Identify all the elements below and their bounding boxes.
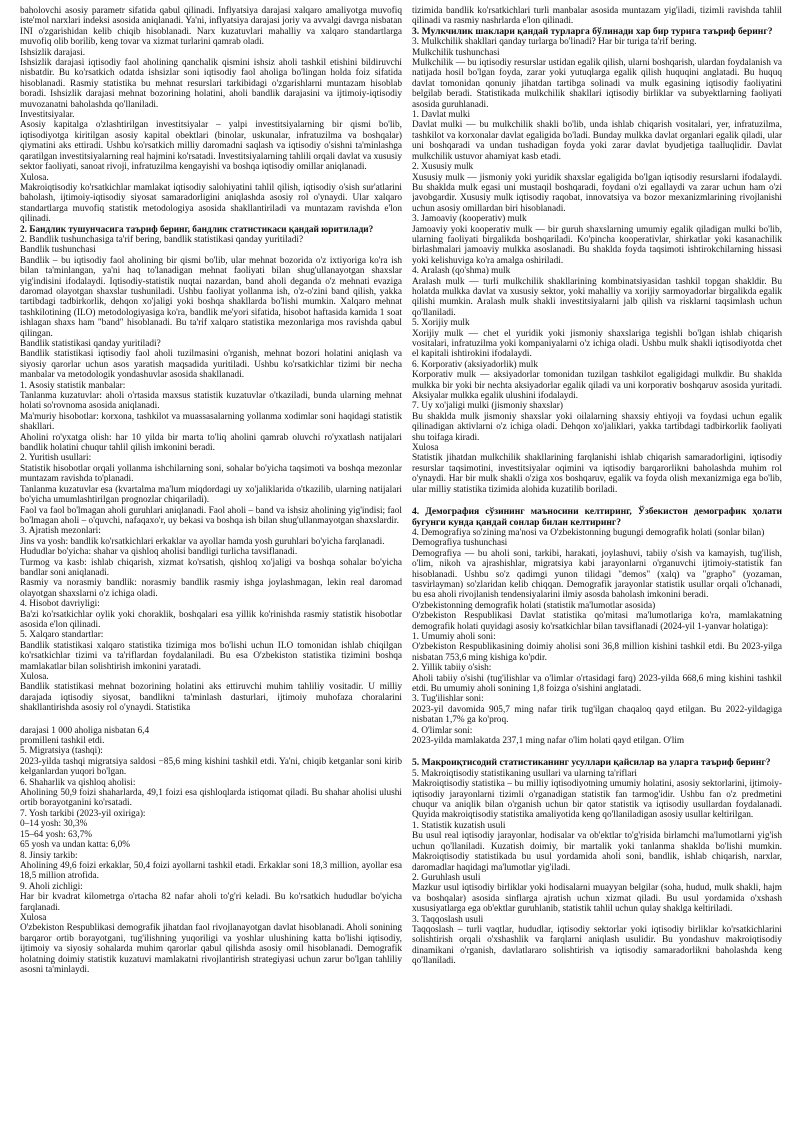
paragraph: Mulkchilik — bu iqtisodiy resurslar ustidan egalik qilish, ularni boshqarish, ulardan foydalanish va natijada hosil bo'lgan foyda, zarar yoki yutuqlarga egalik qilish huquqini anglatadi. Bu huquq davlat tomonidan qonuniy jihatdan tartibga solinadi va mulk egasining iqtisodiy faoliyatini belgilab beradi. Statistikada mulkchilik shakllari iqtisodiy birliklar va subyektlarning faoliyati asosida guruhlanadi. xyxy=(412,58,782,110)
paragraph: Hududlar bo'yicha: shahar va qishloq aholisi bandligi turlicha tavsiflanadi. xyxy=(20,547,298,558)
paragraph: Korporativ mulk — aksiyadorlar tomonidan tuzilgan tashkilot egaligidagi mulkdir. Bu shaklda mulkka bir yoki bir nechta aksiyadorlar egalik qiladi va uni korporativ boshqaruv asosida yuritadi. Aksiyalar mulkka egalik ulushini ifodalaydi. xyxy=(412,370,782,402)
paragraph: Ishsizlik darajasi. xyxy=(20,47,86,58)
paragraph: 4. Demografiya so'zining ma'nosi va O'zbekistonning bugungi demografik holati (sonlar bilan) xyxy=(412,527,765,538)
paragraph: Statistik jihatdan mulkchilik shakllarining farqlanishi ishlab chiqarish samaradorligini, iqtisodiy resurslar taqsimotini, investitsiyalar oqimini va iqtisodiy barqarorlikni baholashda muhim rol o'ynaydi. Har bir mulk shakli o'ziga xos boshqaruv, egalik va foyda olish mexanizmiga ega bo'lib, ular milliy statistika tizimida alohida kuzatilib boriladi. xyxy=(412,453,782,495)
paragraph: 3. Mulkchilik shakllari qanday turlarga bo'linadi? Har bir turiga ta'rif bering. xyxy=(412,37,697,48)
paragraph: 1. Davlat mulki xyxy=(412,110,471,121)
paragraph: Demografiya — bu aholi soni, tarkibi, harakati, joylashuvi, tabiiy o'sish va kamayish, tug'ilish, o'lim, nikoh va ajrashishlar, migratsiya kabi jarayonlarni o'rganuvchi ijtimoiy-statistik fan hisoblanadi. Ushbu so'z qadimgi yunon tilidagi "demos" (xalq) va "grapho" (yozaman, tasvirlayman) so'zlaridan kelib chiqqan. Demografik jarayonlar statistik usullar orqali o'lchanadi, bu esa aholi rivojlanish tendensiyalarini ilmiy asosda baholash imkonini beradi. xyxy=(412,548,782,601)
section-heading-3: 3. Мулкчилик шаклари қандай турларга бўлинади хар бир турига таъриф беринг? xyxy=(412,25,773,37)
paragraph: Bandlik statistikasi qanday yuritiladi? xyxy=(20,339,161,349)
paragraph: Turmog va kasb: ishlab chiqarish, xizmat ko'rsatish, qishloq xo'jaligi va boshqa sohalar bo'yicha bandlar soni aniqlanadi. xyxy=(20,557,402,578)
demography-section xyxy=(412,528,782,747)
paragraph: 0–14 yosh: 30,3% xyxy=(20,819,88,830)
paragraph: Aholi tabiiy o'sishi (tug'ilishlar va o'limlar o'rtasidagi farq) 2023-yilda 668,6 ming kishini tashkil etdi. Bu umumiy aholi sonining 1,8 foizga o'sishini anglatadi. xyxy=(412,673,782,694)
section-heading-2: 2. Бандлик тушунчасига таъриф беринг, бандлик статистикаси қандай юритилади? xyxy=(20,224,374,235)
paragraph: Mulkchilik tushunchasi xyxy=(412,47,500,58)
paragraph: 2023-yil davomida 905,7 ming nafar tirik tug'ilgan chaqaloq qayd etilgan. Bu 2022-yildagiga nisbatan 1,7% ga ko'proq. xyxy=(412,704,782,726)
paragraph: 2. Yillik tabiiy o'sish: xyxy=(412,663,492,674)
macro-statistics-section xyxy=(412,769,782,967)
paragraph: 65 yosh va undan katta: 6,0% xyxy=(20,840,130,851)
paragraph: 2023-yilda mamlakatda 237,1 ming nafar o'lim holati qayd etilgan. O'lim xyxy=(412,736,685,747)
paragraph: Har bir kvadrat kilometrga o'rtacha 82 nafar aholi to'g'ri keladi. Bu ko'rsatkich hududlar bo'yicha farqlanadi. xyxy=(20,892,402,913)
paragraph: 5. Xalqaro standartlar: xyxy=(20,630,104,641)
paragraph: 1. Asosiy statistik manbalar: xyxy=(20,380,126,391)
paragraph: Tanlanma kuzatuvlar: aholi o'rtasida maxsus statistik kuzatuvlar o'tkaziladi, bunda ularning mehnat holati so'rovnoma asosida aniqlanadi. xyxy=(20,391,402,412)
paragraph: Xulosa xyxy=(412,443,439,454)
paragraph: Bandlik tushunchasi xyxy=(20,245,96,256)
paragraph: Aholini ro'yxatga olish: har 10 yilda bir marta to'liq aholini qamrab oluvchi ro'yxatlash natijalari bandlik holatini chuqur tahlil qilish imkonini beradi. xyxy=(20,432,402,454)
paragraph: Ma'muriy hisobotlar: korxona, tashkilot va muassasalarning yollanma xodimlar soni haqidagi statistik shakllari. xyxy=(20,411,402,433)
paragraph: 2. Bandlik tushunchasiga ta'rif bering, bandlik statistikasi qanday yuritiladi? xyxy=(20,234,304,245)
paragraph: 2. Xususiy mulk xyxy=(412,162,474,173)
paragraph: Tanlanma kuzatuvlar esa (kvartalma ma'lum miqdordagi uy xo'jaliklarida o'tkazilib, ularning natijalari bo'yicha umumlashtirilgan prognozlar chiqariladi). xyxy=(20,484,402,506)
paragraph: Mazkur usul iqtisodiy birliklar yoki hodisalarni muayyan belgilar (soha, hudud, mulk shakli, hajm va boshqalar) asosida sinflarga ajratish uchun xizmat qiladi. Bu usul yordamida o'xshash xususiyatlarga ega ob'ektlar guruhlanib, statistik tahlil uchun qulay shaklga keltiriladi. xyxy=(412,883,782,915)
paragraph: 2. Guruhlash usuli xyxy=(412,872,481,883)
paragraph: Bandlik – bu iqtisodiy faol aholining bir qismi bo'lib, ular mehnat bozorida o'z ixtiyoriga ko'ra ish bilan ta'minlangan, ya'ni haq to'lanadigan mehnat faoliyati bilan shug'ullanayotgan shaxslar yig'indisini ifodalaydi. Iqtisodiy-statistik nuqtai nazardan, band aholi deganda o'z mehnati evaziga daromad olayotgan shaxslar tushuniladi. Ushbu faoliyat yollanma ish, o'z-o'zini band qilish, yakka tartibdagi tadbirkorlik, dehqon xo'jaligi yoki boshqa shakllarda bo'lishi mumkin. Xalqaro mehnat tashkilotining (ILO) metodologiyasiga ko'ra, bandlik me'yori sifatida, hisobot haftasida kamida 1 soat ishlagan shaxs ham "band" hisoblanadi. Bu ta'rif xalqaro statistika mezonlariga mos ravishda qabul qilingan. xyxy=(20,255,402,339)
paragraph: 7. Uy xo'jaligi mulki (jismoniy shaxslar) xyxy=(412,401,563,412)
paragraph: Investitsiyalar. xyxy=(20,110,75,121)
paragraph: 2023-yilda tashqi migratsiya saldosi −85,6 ming kishini tashkil etdi. Ya'ni, chiqib ketganlar soni kirib kelganlardan yuqori bo'lgan. xyxy=(20,756,402,778)
paragraph: tizimida bandlik ko'rsatkichlari turli manbalar asosida muntazam yig'iladi, tizimli ravishda tahlil qilinadi va rasmiy nashrlarda e'lon qilinadi. xyxy=(412,6,782,27)
paragraph: 4. Aralash (qo'shma) mulk xyxy=(412,266,511,277)
right-column xyxy=(412,6,782,1126)
paragraph: Ishsizlik darajasi iqtisodiy faol aholining qanchalik qismini ishsiz aholi tashkil etishini bildiruvchi nisbatdir. Bu ko'rsatkich odatda ishsizlar soni iqtisodiy faol aholiga bo'lingan holda foiz sifatida hisoblanadi. Rasmiy statistika bu mehnat resurslari tarkibidagi o'zgarishlarni muntazam hisoblab boradi. Ishsizlik darajasi mehnat bozorining holatini, aholi bandlik darajasini va ijtimoiy-iqtisodiy muvozanatni baholashda qo'llaniladi. xyxy=(20,58,402,110)
paragraph: 15–64 yosh: 63,7% xyxy=(20,829,93,840)
paragraph: Aholining 49,6 foizi erkaklar, 50,4 foizi ayollarni tashkil etadi. Erkaklar soni 18,3 million, ayollar esa 18,5 million atrofida. xyxy=(20,860,402,882)
paragraph: 6. Shaharlik va qishloq aholisi: xyxy=(20,777,136,788)
paragraph: Rasmiy va norasmiy bandlik: norasmiy bandlik rasmiy ishga joylashmagan, lekin real daromad olayotgan shaxslarni o'z ichiga oladi. xyxy=(20,578,402,599)
paragraph: 8. Jinsiy tarkib: xyxy=(20,850,78,861)
paragraph: Bandlik statistikasi iqtisodiy faol aholi tuzilmasini o'rganish, mehnat bozori holatini aniqlash va siyosiy qarorlar uchun asos yaratish maqsadida yuritiladi. Ushbu ko'rsatkichlar tizimi bir necha manbalar va metodologik yondashuvlar asosida shakllanadi. xyxy=(20,349,402,381)
paragraph: 3. Ajratish mezonlari: xyxy=(20,526,101,537)
paragraph: 3. Taqqoslash usuli xyxy=(412,914,484,925)
demography-continued-section xyxy=(20,726,402,976)
paragraph: Ba'zi ko'rsatkichlar oylik yoki choraklik, boshqalari esa yillik ko'rinishda rasmiy statistik hisobotlar asosida e'lon qilinadi. xyxy=(20,609,402,630)
paragraph: O'zbekiston Respublikasi Davlat statistika qo'mitasi ma'lumotlariga ko'ra, mamlakatning demografik holati quyidagi asosiy ko'rsatkichlar bilan tavsiflanadi (2024-yil 1-yanvar holatiga): xyxy=(412,611,782,632)
paragraph: Xulosa. xyxy=(20,172,49,183)
paragraph: Demografiya tushunchasi xyxy=(412,538,508,549)
paragraph: O'zbekiston Respublikasi demografik jihatdan faol rivojlanayotgan davlat hisoblanadi. Aholi sonining barqaror ortib borayotgani, tug'ilishning yuqoriligi va yoshlar ulushining katta bo'lishi iqtisodiy, ijtimoiy va siyosiy sohalarda muhim qarorlar qabul qilishda asosiy omil hisoblanadi. Demografik holatning doimiy statistik kuzatuvi mamlakatni rivojlantirish strategiyasi uchun zarur bo'lgan tahliliy asosni ta'minlaydi. xyxy=(20,923,402,975)
paragraph: 9. Aholi zichligi: xyxy=(20,881,83,892)
paragraph: 6. Korporativ (aksiyadorlik) mulk xyxy=(412,359,538,370)
ownership-section xyxy=(412,37,782,495)
paragraph: Bandlik statistikasi mehnat bozorining holatini aks ettiruvchi muhim tahliliy vositadir. U milliy darajada iqtisodiy siyosat, bandlikni ta'minlash dasturlari, ijtimoiy muhofaza choralarini shakllantirishda asosiy rol o'ynaydi. Statistika xyxy=(20,682,402,714)
paragraph: Xulosa. xyxy=(20,672,49,682)
paragraph: darajasi 1 000 aholiga nisbatan 6,4 xyxy=(20,725,150,736)
paragraph: 4. Hisobot davriyligi: xyxy=(20,599,100,610)
paragraph: Makroiqtisodiy statistika – bu milliy iqtisodiyotning umumiy holatini, asosiy sektorlarini, ijtimoiy-iqtisodiy jarayonlarni tizimli o'rganadigan statistik fan tarmog'idir. Ushbu fan o'z predmetini chuqur va aniqlik bilan o'rganish uchun bir qator statistik va iqtisodiy usullardan foydalanadi. Quyida makroiqtisodiy statistika amaliyotida keng qo'llaniladigan asosiy usullar keltirilgan. xyxy=(412,779,782,821)
paragraph: Bu shaklda mulk jismoniy shaxslar yoki oilalarning shaxsiy ehtiyoji va foydasi uchun egalik qilinadigan aktivlarni o'z ichiga oladi. Dehqon xo'jaliklari, yakka tartibdagi tadbirkorlik faoliyati shu toifaga kiradi. xyxy=(412,411,782,443)
paragraph: 7. Yosh tarkibi (2023-yil oxiriga): xyxy=(20,808,146,819)
left-intro-section xyxy=(20,6,402,225)
paragraph: 5. Makroiqtisodiy statistikaning usullari va ularning ta'riflari xyxy=(412,768,638,779)
paragraph: Davlat mulki — bu mulkchilik shakli bo'lib, unda ishlab chiqarish vositalari, yer, infratuzilma, tashkilot va korxonalar davlat egaligida bo'ladi. Bunday mulkka davlat organlari egalik qiladi, ular uni boshqaradi va undan tushadigan foyda yoki zarar davlat byudjetiga taalluqlidir. Davlat mulkchilik ustuvor ahamiyat kasb etadi. xyxy=(412,120,782,162)
paragraph: Makroiqtisodiy ko'rsatkichlar mamlakat iqtisodiy salohiyatini tahlil qilish, iqtisodiy o'sish sur'atlarini baholash, ijtimoiy-iqtisodiy siyosat samaradorligini aniqlashda asosiy rol o'ynaydi. Ular xalqaro standartlarga muvofiq statistik metodologiya asosida shakllantiriladi va muntazam ravishda e'lon qilinadi. xyxy=(20,182,402,225)
paragraph: 1. Statistik kuzatish usuli xyxy=(412,820,506,831)
paragraph: Faol va faol bo'lmagan aholi guruhlari aniqlanadi. Faol aholi – band va ishsiz aholining yig'indisi; faol bo'lmagan aholi – o'quvchi, nafaqaxo'r, uy bekasi va boshqa ish bilan shug'ullanmayotgan shaxslardir. xyxy=(20,505,402,526)
paragraph: Aholining 50,9 foizi shaharlarda, 49,1 foizi esa qishloqlarda istiqomat qiladi. Bu shahar aholisi ulushi ortib borayotganini ko'rsatadi. xyxy=(20,788,402,809)
left-column xyxy=(20,6,402,1126)
paragraph: baholovchi asosiy parametr sifatida qabul qilinadi. Inflyatsiya darajasi xalqaro amaliyotga muvofiq iste'mol narxlari indeksi asosida aniqlanadi. Ya'ni, inflyatsiya darajasi joriy va avvalgi davrga nisbatan INI o'zgarishidan kelib chiqib hisoblanadi. Narx kuzatuvlari mahalliy va xalqaro standartlarga muvofiq olib borilib, keng tovar va xizmat turlarini qamrab oladi. xyxy=(20,6,402,48)
employment-section xyxy=(20,235,402,714)
paragraph: Aralash mulk — turli mulkchilik shakllarining kombinatsiyasidan tashkil topgan shakldir. Bu holatda mulkka davlat va xususiy sektor, yoki mahalliy va xorijiy sarmoyadorlar birgalikda egalik qilishi mumkin. Aralash mulk shakli investitsiyalarni jalb qilish va risklarni taqsimlash uchun qo'llaniladi. xyxy=(412,276,782,318)
column-gap xyxy=(20,714,402,726)
paragraph: 3. Jamoaviy (kooperativ) mulk xyxy=(412,214,527,225)
paragraph: O'zbekiston Respublikasining doimiy aholisi soni 36,8 million kishini tashkil etdi. Bu 2023-yilga nisbatan 753,6 ming kishiga ko'pdir. xyxy=(412,642,782,663)
paragraph: Xususiy mulk — jismoniy yoki yuridik shaxslar egaligida bo'lgan iqtisodiy resurslarni ifodalaydi. Bu shaklda mulk egasi uni mustaqil boshqaradi, foydani o'zi egallaydi va zarar uchun ham o'zi javobgardir. Xususiy mulk iqtisodiy raqobat, innovatsiya va bozor mexanizmlarining rivojlanishi uchun asosiy omillardan biri hisoblanadi. xyxy=(412,172,782,214)
paragraph: 5. Migratsiya (tashqi): xyxy=(20,746,103,757)
paragraph: 3. Tug'ilishlar soni: xyxy=(412,694,484,705)
paragraph: 2. Yuritish usullari: xyxy=(20,453,92,464)
paragraph: 4. O'limlar soni: xyxy=(412,725,473,736)
section-heading-5: 5. Макроиқтисодий статистиканинг усуллари қайсилар ва уларга таъриф беринг? xyxy=(412,757,771,769)
paragraph: 1. Umumiy aholi soni: xyxy=(412,631,496,642)
paragraph: Bu usul real iqtisodiy jarayonlar, hodisalar va ob'ektlar to'g'risida birlamchi ma'lumotlarni yig'ish uchun qo'llaniladi. Kuzatish doimiy, bir martalik yoki tanlanma shaklda bo'lishi mumkin. Makroiqtisodiy statistikada bu usul yordamida aholi soni, bandlik, ishlab chiqarish, narxlar, daromadlar haqidagi ma'lumotlar yig'iladi. xyxy=(412,831,782,873)
paragraph: Jins va yosh: bandlik ko'rsatkichlari erkaklar va ayollar hamda yosh guruhlari bo'yicha farqlanadi. xyxy=(20,536,385,547)
paragraph: Jamoaviy yoki kooperativ mulk — bir guruh shaxslarning umumiy egalik qiladigan mulki bo'lib, ularning faoliyati birgalikda boshqariladi. Ko'pincha kooperativlar, shirkatlar yoki kasanachilik birlashmalari jamoaviy mulkka asoslanadi. Bu shaklda foyda taqsimoti ishtirokchilarning hissasi yoki kelishuviga ko'ra amalga oshiriladi. xyxy=(412,224,782,266)
paragraph: Taqqoslash – turli vaqtlar, hududlar, iqtisodiy sektorlar yoki iqtisodiy birliklar ko'rsatkichlarini solishtirish orqali o'xshashlik va farqlarni aniqlash usulidir. Bu yondashuv makroiqtisodiy dinamikani o'rganish, davlatlararo solishtirish va iqtisodiy samaradorlikni baholashda keng qo'llaniladi. xyxy=(412,924,782,967)
paragraph: Xorijiy mulk — chet el yuridik yoki jismoniy shaxslariga tegishli bo'lgan ishlab chiqarish vositalari, infratuzilma yoki kompaniyalarni o'z ichiga oladi. Ushbu mulk shakli iqtisodiyotda chet el kapitali ishtirokini ifodalaydi. xyxy=(412,328,782,360)
section-heading-4: 4. Демография сўзининг маъносини келтиринг, Ўзбекистон демографик ҳолати бугунги кунда қандай сонлар билан келтиринг? xyxy=(412,506,782,528)
paragraph: Asosiy kapitalga o'zlashtirilgan investitsiyalar – yalpi investitsiyalarning bir qismi bo'lib, iqtisodiyotga kiritilgan asosiy kapital obektlari (binolar, uskunalar, infratuzilma va boshqalar) qiymatini aks ettiradi. Ushbu ko'rsatkich milliy daromadni saqlash va iqtisodiy o'sishni ta'minlashga qaratilgan investitsiyalarning real hajmini ko'rsatadi. Investitsiyalarning tahlili orqali davlat va xususiy sektor faoliyati, sanoat rivoji, infratuzilma kengayishi va boshqa iqtisodiy omillar aniqlanadi. xyxy=(20,120,402,173)
paragraph: Xulosa xyxy=(20,912,47,923)
paragraph: O'zbekistonning demografik holati (statistik ma'lumotlar asosida) xyxy=(412,600,656,611)
paragraph: Statistik hisobotlar orqali yollanma ishchilarning soni, sohalar bo'yicha taqsimoti va boshqa mezonlar muntazam ravishda to'planadi. xyxy=(20,463,402,485)
right-intro-section xyxy=(412,6,782,27)
paragraph: promilleni tashkil etdi. xyxy=(20,736,105,747)
paragraph: Bandlik statistikasi xalqaro statistika tizimiga mos bo'lishi uchun ILO tomonidan ishlab chiqilgan ko'rsatkichlar tizimi va ta'riflardan foydalaniladi. Bu esa O'zbekiston statistika tizimini boshqa mamlakatlar bilan solishtirish imkonini yaratadi. xyxy=(20,640,402,672)
paragraph: 5. Xorijiy mulk xyxy=(412,318,470,329)
